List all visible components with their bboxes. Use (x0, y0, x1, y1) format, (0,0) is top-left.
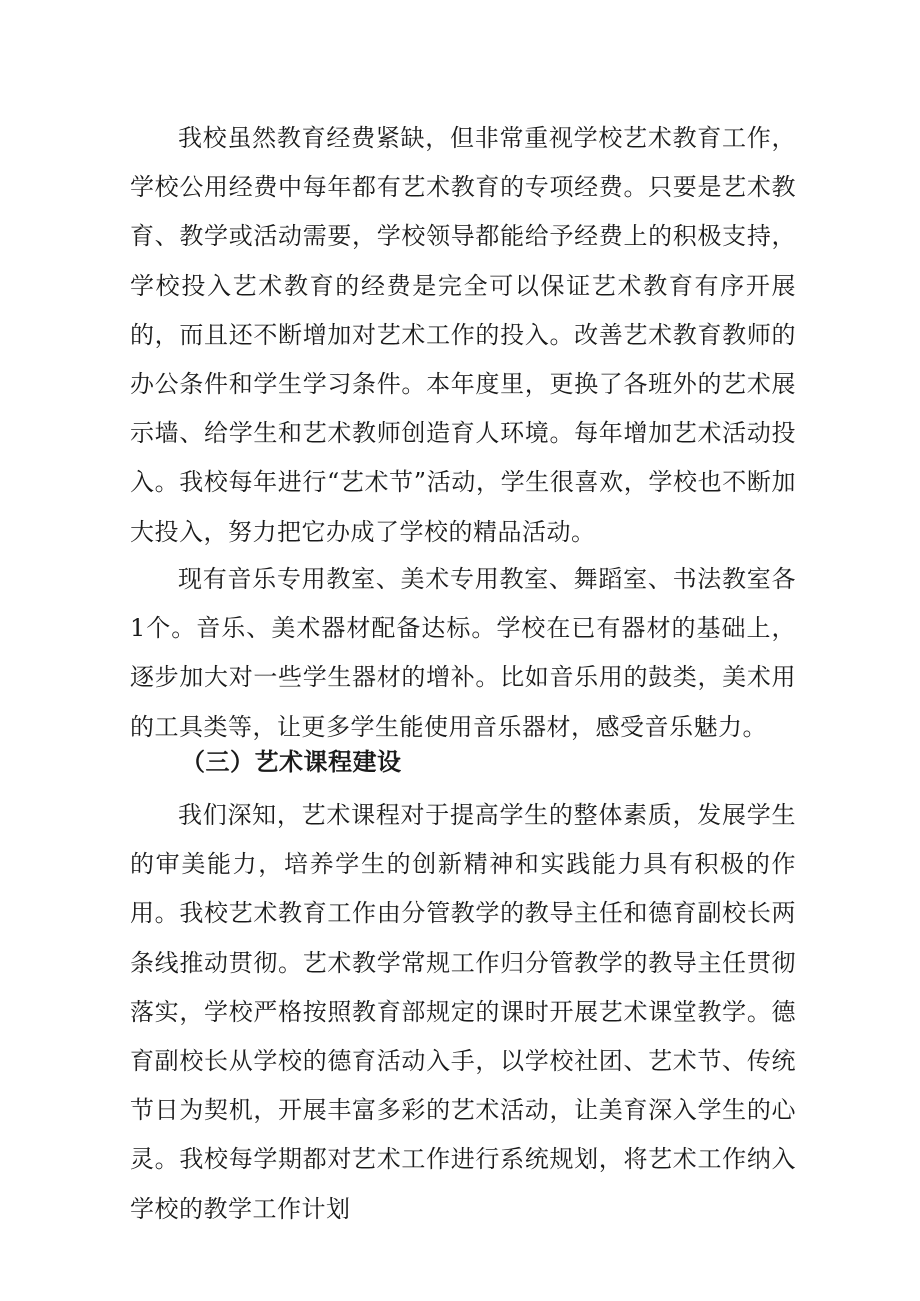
paragraph-art-funding: 我校虽然教育经费紧缺，但非常重视学校艺术教育工作，学校公用经费中每年都有艺术教育的专项经费。只要是艺术教育、教学或活动需要，学校领导都能给予经费上的积极支持，学校投入艺术教育的经费是完全可以保证艺术教育有序开展的，而且还不断增加对艺术工作的投入。改善艺术教育教师的办公条件和学生学习条件。本年度里，更换了各班外的艺术展示墙、给学生和艺术教师创造育人环境。每年增加艺术活动投入。我校每年进行“艺术节”活动，学生很喜欢，学校也不断加大投入，努力把它办成了学校的精品活动。 (130, 124, 796, 546)
paragraph-facilities: 现有音乐专用教室、美术专用教室、舞蹈室、书法教室各1个。音乐、美术器材配备达标。学校在已有器材的基础上，逐步加大对一些学生器材的增补。比如音乐用的鼓类，美术用的工具类等，让更多学生能使用音乐器材，感受音乐魅力。 (130, 565, 796, 741)
section-heading: （三）艺术课程建设 (181, 747, 402, 776)
paragraph-curriculum: 我们深知，艺术课程对于提高学生的整体素质，发展学生的审美能力，培养学生的创新精神和实践能力具有积极的作用。我校艺术教育工作由分管教学的教导主任和德育副校长两条线推动贯彻。艺术教学常规工作归分管教学的教导主任贯彻落实，学校严格按照教育部规定的课时开展艺术课堂教学。德育副校长从学校的德育活动入手，以学校社团、艺术节、传统节日为契机，开展丰富多彩的艺术活动，让美育深入学生的心灵。我校每学期都对艺术工作进行系统规划，将艺术工作纳入学校的教学工作计划 (130, 801, 796, 1223)
